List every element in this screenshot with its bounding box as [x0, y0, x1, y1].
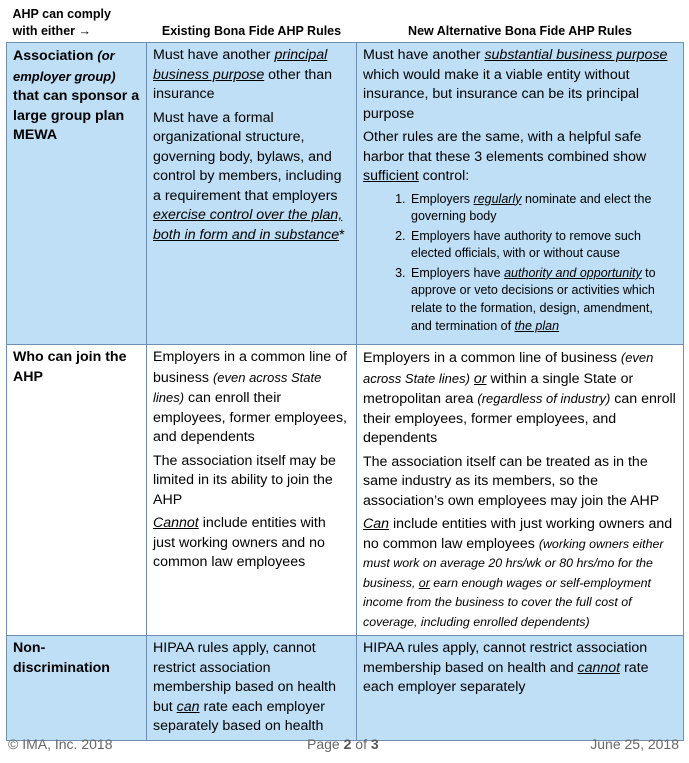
right-arrow-icon: → [78, 24, 91, 38]
row-heading-text: that can sponsor a large group plan MEWA [13, 88, 140, 143]
text: control: [418, 168, 470, 184]
text: include entities with just working owners and no common law employees [363, 516, 673, 552]
row-heading-italic: (or employer group) [13, 48, 116, 84]
cell-new-association [357, 43, 684, 345]
cell-new-non-discrimination [357, 636, 684, 741]
text: of [351, 736, 371, 752]
footer-page-number [307, 736, 379, 752]
emphasis: exercise control over the plan, both in form and in substance [153, 207, 343, 243]
italic-note: (even across State lines) [363, 350, 654, 386]
italic-note: earn enough wages or self-employment income from the business to cover the full cost of coverage, including enrolled dependents) [363, 575, 651, 629]
text: Must have another [153, 47, 275, 63]
text: other than insurance [153, 66, 333, 102]
header-row [7, 4, 684, 43]
paragraph [153, 452, 350, 511]
paragraph [363, 348, 677, 449]
italic-note: (even across State lines) [153, 369, 322, 405]
footer-copyright: © IMA, Inc. 2018 [8, 736, 113, 752]
row-heading-non-discrimination: Non-discrimination [7, 636, 147, 741]
italic-note: (working owners either must work on average 20 hrs/wk or 80 hrs/mo for the business, [363, 536, 664, 590]
text: to approve or veto decisions or activities which relate to the formation, design, amendment, and termination of [411, 265, 656, 333]
row-heading-text: Association [13, 48, 98, 64]
header-compliance-line2: with either [12, 24, 76, 38]
total-pages: 3 [370, 736, 379, 752]
list-item [409, 265, 677, 335]
text: can enroll their employees, former employees, and dependents [363, 391, 676, 446]
text: Employers in a common line of business [153, 349, 347, 386]
current-page: 2 [343, 736, 352, 752]
text: include entities with just working owners and no common law employees [153, 515, 326, 570]
italic-note: (regardless of industry) [477, 391, 611, 406]
safe-harbor-list [363, 191, 677, 336]
paragraph [153, 639, 350, 737]
row-who-can-join [7, 345, 684, 636]
footer-date: June 25, 2018 [590, 736, 679, 752]
paragraph [363, 453, 677, 512]
header-new-rules: New Alternative Bona Fide AHP Rules [408, 24, 632, 38]
cell-existing-non-discrimination [147, 636, 357, 741]
list-item [409, 228, 677, 263]
emphasis: Can [363, 516, 390, 532]
emphasis: authority and opportunity [504, 265, 642, 280]
text: which would make it a viable entity without insurance, but insurance can be its principal purpose [363, 66, 640, 122]
emphasis: the plan [514, 318, 560, 333]
paragraph [363, 515, 677, 632]
row-heading-who-can-join: Who can join the AHP [7, 345, 147, 636]
cell-existing-association [147, 43, 357, 345]
emphasis: principal business purpose [153, 47, 328, 83]
text: Employers in a common line of business [363, 350, 621, 366]
header-compliance-note [7, 4, 147, 43]
paragraph [153, 46, 350, 105]
ahp-comparison-table [6, 4, 684, 741]
paragraph [153, 109, 350, 246]
emphasis: sufficient [363, 168, 419, 184]
paragraph [363, 639, 677, 698]
text: Employers have authority to remove such elected officials, with or without cause [411, 228, 641, 261]
text: within a single State or metropolitan area [363, 370, 634, 407]
text: HIPAA rules apply, cannot restrict association membership based on health but [153, 640, 336, 715]
text: HIPAA rules apply, cannot restrict association membership based on health and [363, 640, 648, 676]
paragraph [153, 514, 350, 573]
emphasis: regularly [473, 191, 522, 206]
text: Employers have [411, 265, 505, 280]
emphasis: Cannot [153, 515, 199, 531]
text: Must have a formal organizational structure, governing body, bylaws, and control by members, including a requirement that employers [153, 109, 342, 204]
paragraph [363, 46, 677, 124]
emphasis: can [176, 698, 200, 715]
text: Employers [411, 191, 474, 206]
emphasis: substantial business purpose [484, 47, 668, 63]
emphasis: or [418, 575, 430, 590]
list-item [409, 191, 677, 226]
emphasis: cannot [577, 659, 621, 676]
text: rate each employer separately based on health [153, 698, 325, 734]
text: nominate and elect the governing body [411, 191, 652, 224]
cell-existing-who-can-join [147, 345, 357, 636]
row-non-discrimination [7, 636, 684, 741]
text: rate each employer separately [363, 659, 649, 695]
footnote-mark: * [339, 226, 345, 243]
row-association [7, 43, 684, 345]
paragraph [153, 348, 350, 448]
paragraph [363, 128, 677, 187]
cell-new-who-can-join [357, 345, 684, 636]
text: Page [307, 736, 344, 752]
header-compliance-line1: AHP can comply [12, 7, 111, 21]
text: Other rules are the same, with a helpful safe harbor that these 3 elements combined show [363, 129, 647, 165]
text: Must have another [363, 47, 485, 63]
text: can enroll their employees, former employees, and dependents [153, 390, 347, 445]
row-heading-association [7, 43, 147, 345]
text: The association itself may be limited in its ability to join the AHP [153, 452, 336, 508]
header-existing-rules: Existing Bona Fide AHP Rules [161, 24, 342, 38]
text: The association itself can be treated as in the same industry as its members, so the association’s own employees may join the AHP [363, 453, 660, 509]
emphasis: or [473, 370, 487, 387]
